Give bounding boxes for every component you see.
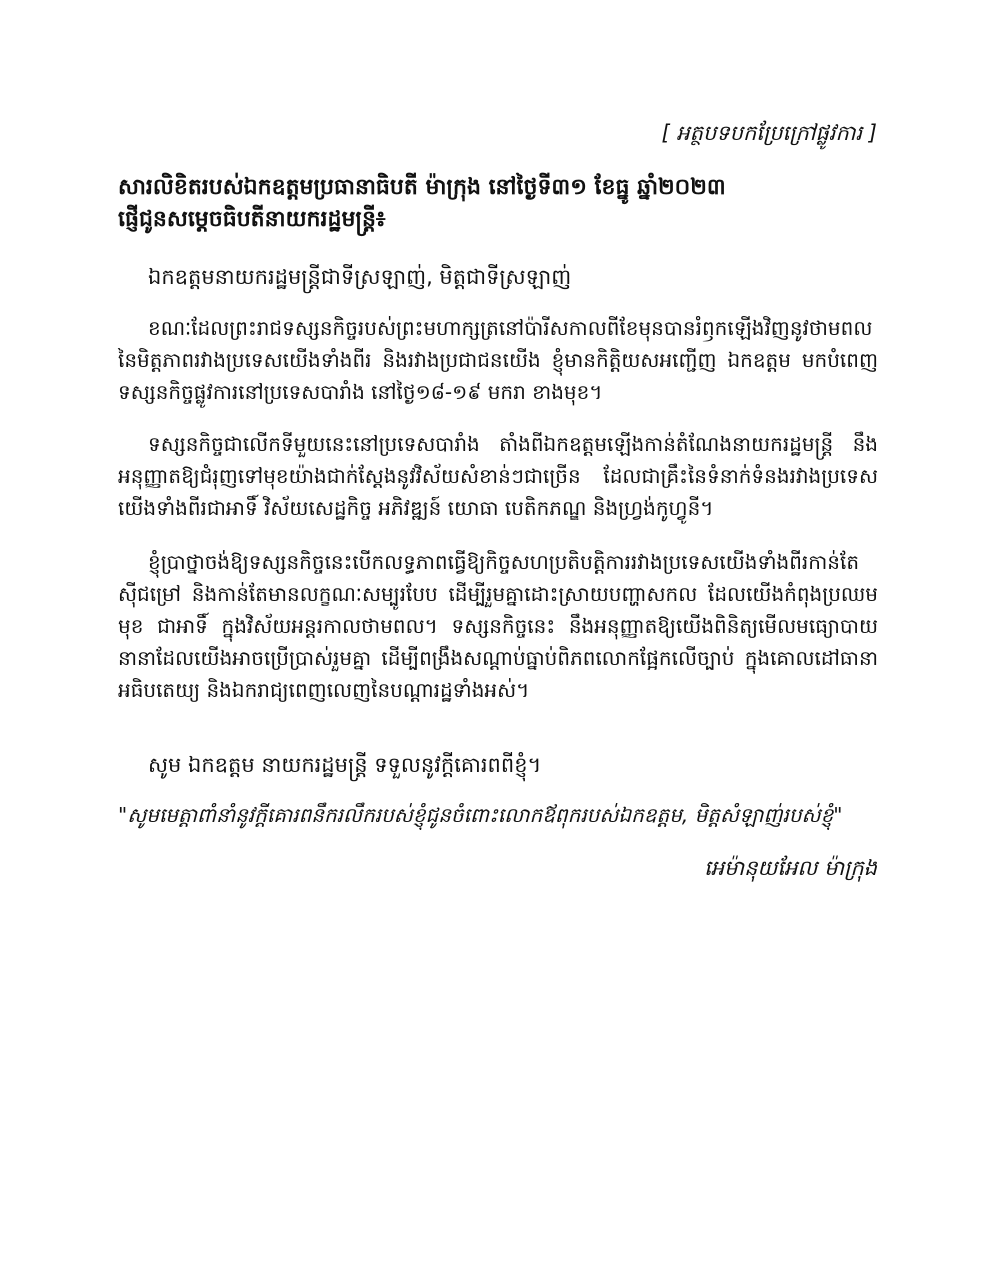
heading-line-1: សារលិខិតរបស់ឯកឧត្តមប្រធានាធិបតី ម៉ាក្រុង នៅថ្ងៃទី៣១ ខែធ្នូ ឆ្នាំ២០២៣	[118, 175, 726, 200]
paragraph-2: ទស្សនកិច្ចជាលើកទីមួយនេះនៅប្រទេសបារាំង តាំងពីឯកឧត្តមឡើងកាន់តំណែងនាយករដ្ឋមន្ត្រី នឹងអនុញ្ញាតឱ្យជំរុញទៅមុខយ៉ាងជាក់ស្តែងនូវវិស័យសំខាន់ៗជាច្រើន ដែលជាគ្រឹះនៃទំនាក់ទំនងរវាងប្រទេសយើងទាំងពីរជាអាទិ៍ វិស័យសេដ្ឋកិច្ច អភិវឌ្ឍន៍ យោធា បេតិកភណ្ឌ និងហ្វ្រង់កូហ្វូនី។	[118, 432, 878, 520]
salutation: ឯកឧត្តមនាយករដ្ឋមន្ត្រីជាទីស្រឡាញ់, មិត្តជាទីស្រឡាញ់	[148, 265, 572, 289]
translation-note: [ អត្ថបទបកប្រែក្រៅផ្លូវការ ]	[661, 121, 877, 145]
heading-line-2: ផ្ញើជូនសម្តេចធិបតីនាយករដ្ឋមន្ត្រី៖	[118, 207, 386, 232]
handwritten-note: "សូមមេត្តាពាំនាំនូវក្តីគោរពនឹករលឹករបស់ខ្ញុំជូនចំពោះលោកឪពុករបស់ឯកឧត្តម, មិត្តសំឡាញ់របស់ខ្ញុំ"	[118, 803, 843, 827]
paragraph-1: ខណៈដែលព្រះរាជទស្សនកិច្ចរបស់ព្រះមហាក្សត្រនៅប៉ារីសកាលពីខែមុនបានរំឭកឡើងវិញនូវថាមពលនៃមិត្តភាពរវាងប្រទេសយើងទាំងពីរ និងរវាងប្រជាជនយើង ខ្ញុំមានកិត្តិយសអញ្ជើញ ឯកឧត្តម មកបំពេញទស្សនកិច្ចផ្លូវការនៅប្រទេសបារាំង នៅថ្ងៃ១៨-១៩ មករា ខាងមុខ។	[118, 316, 878, 404]
paragraph-3: ខ្ញុំប្រាថ្នាចង់ឱ្យទស្សនកិច្ចនេះបើកលទ្ធភាពធ្វើឱ្យកិច្ចសហប្រតិបត្តិការរវាងប្រទេសយើងទាំងពីរកាន់តែស៊ីជម្រៅ និងកាន់តែមានលក្ខណៈសម្បូរបែប ដើម្បីរួមគ្នាដោះស្រាយបញ្ហាសកល ដែលយើងកំពុងប្រឈមមុខ ជាអាទិ៍ ក្នុងវិស័យអន្តរកាលថាមពល។ ទស្សនកិច្ចនេះ នឹងអនុញ្ញាតឱ្យយើងពិនិត្យមើលមធ្យោបាយនានាដែលយើងអាចប្រើប្រាស់រួមគ្នា ដើម្បីពង្រឹងសណ្តាប់ធ្នាប់ពិភពលោកផ្អែកលើច្បាប់ ក្នុងគោលដៅធានាអធិបតេយ្យ និងឯករាជ្យពេញលេញនៃបណ្តារដ្ឋទាំងអស់។	[118, 550, 878, 702]
letter-heading	[118, 172, 878, 236]
signature: អេម៉ានុយអែល ម៉ាក្រុង	[704, 856, 877, 880]
closing-line: សូម ឯកឧត្តម នាយករដ្ឋមន្ត្រី ទទួលនូវក្តីគោរពពីខ្ញុំ។	[148, 753, 542, 777]
